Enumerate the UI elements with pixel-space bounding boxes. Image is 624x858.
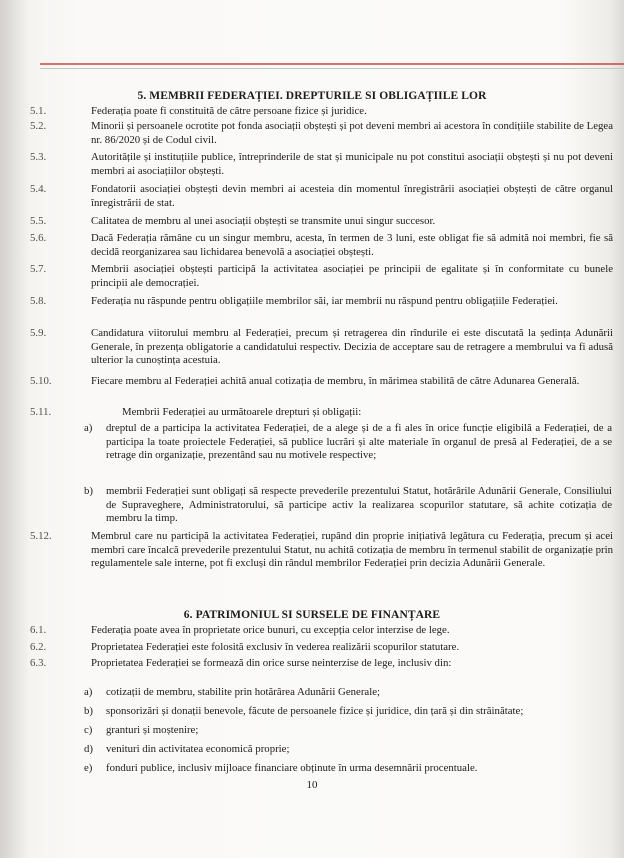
list-letter-d: d) — [84, 743, 93, 755]
list-text-b: sponsorizări și donații benevole, făcute de persoanele fizice și juridice, din țară și din străinătate; — [106, 705, 524, 717]
subitem-letter-a: a) — [84, 422, 93, 434]
item-text-5-8: Federația nu răspunde pentru obligațiile membrilor săi, iar membrii nu răspund pentru obligațiile Federației. — [91, 295, 558, 307]
item-number-6-2: 6.2. — [30, 641, 47, 653]
item-number-5-10: 5.10. — [30, 375, 52, 387]
list-text-d: venituri din activitatea economică proprie; — [106, 743, 290, 755]
item-text-6-2: Proprietatea Federației este folosită exclusiv în vederea realizării scopurilor statutare. — [91, 641, 460, 653]
list-letter-a: a) — [84, 686, 93, 698]
item-number-5-5: 5.5. — [30, 215, 47, 227]
header-rule — [40, 63, 624, 65]
list-text-e: fonduri publice, inclusiv mijloace financiare obținute în urma desemnării procentuale. — [106, 762, 478, 774]
section-5-heading: 5. MEMBRII FEDERAȚIEI. DREPTURILE SI OBLIGAȚIILE LOR — [137, 90, 487, 102]
item-number-6-3: 6.3. — [30, 657, 47, 669]
item-text-5-10: Fiecare membru al Federației achită anual cotizația de membru, în mărimea stabilită de către Adunarea Generală. — [91, 375, 580, 387]
item-text-6-3: Proprietatea Federației se formează din orice surse neinterzise de lege, inclusiv din: — [91, 657, 452, 669]
item-text-5-7: Membrii asociației obștești participă la activitatea asociației pe principii de egalitate și în conformitate cu bunele principii ale democrației. — [91, 263, 613, 289]
page-edge-shadow — [0, 0, 30, 858]
item-number-5-6: 5.6. — [30, 232, 47, 244]
item-text-5-3: Autoritățile și instituțiile publice, întreprinderile de stat și municipale nu pot constitui asociații obștești și nu pot deveni membri ai asociațiilor obștești. — [91, 151, 613, 177]
list-letter-e: e) — [84, 762, 93, 774]
item-text-5-12: Membrul care nu participă la activitatea Federației, rupând din proprie inițiativă legătura cu Federația, precum și acei membri care încalcă prevederile prezentului Statut, nu achită cotizația de membru în termenul stabilit de organizație prin regulamentele sale interne, pot fi excluși din rândul membrilor Federației prin decizia Adunării Generale. — [91, 530, 613, 570]
list-text-c: granturi și moștenire; — [106, 724, 199, 736]
item-text-5-9: Candidatura viitorului membru al Federației, precum și retragerea din rîndurile ei este discutată la ședința Adunării Generale, în prezența obligatorie a candidatului respectiv. Decizia de acceptare sau de retragere a membrului va fi adusă ulterior la cunoștința acestuia. — [91, 327, 613, 367]
subitem-text-a: dreptul de a participa la activitatea Federației, de a alege și de a fi ales în orice funcție eligibilă a Federației, de a participa la toate proiectele Federației, să publice lucrări și alte materiale în organul de presă al Federației, de a se retrage din organizație, prezentând sau nu motivele respective; — [106, 422, 612, 462]
item-text-5-6: Dacă Federația rămâne cu un singur membru, acesta, în termen de 3 luni, este obligat fie să admită noi membri, fie să decidă reorganizarea sau lichidarea benevolă a asociației obștești. — [91, 232, 613, 258]
item-text-5-11: Membrii Federației au următoarele drepturi și obligații: — [122, 406, 362, 418]
list-letter-c: c) — [84, 724, 93, 736]
header-rule-secondary — [40, 68, 624, 69]
item-number-5-12: 5.12. — [30, 530, 52, 542]
subitem-letter-b: b) — [84, 485, 93, 497]
list-letter-b: b) — [84, 705, 93, 717]
item-number-5-8: 5.8. — [30, 295, 47, 307]
item-number-5-2: 5.2. — [30, 120, 47, 132]
item-text-5-2: Minorii și persoanele ocrotite pot fonda asociații obștești și pot deveni membri ai acestora în condițiile stabilite de Legea nr. 86/2020 și de Codul civil. — [91, 120, 613, 146]
item-number-5-7: 5.7. — [30, 263, 47, 275]
item-number-5-3: 5.3. — [30, 151, 47, 163]
item-text-6-1: Federația poate avea în proprietate orice bunuri, cu excepția celor interzise de lege. — [91, 624, 450, 636]
item-number-5-9: 5.9. — [30, 327, 47, 339]
list-text-a: cotizații de membru, stabilite prin hotărârea Adunării Generale; — [106, 686, 381, 698]
item-text-5-4: Fondatorii asociației obștești devin membri ai acesteia din momentul înregistrării asociației obștești de către organul înregistrării de stat. — [91, 183, 613, 209]
item-number-6-1: 6.1. — [30, 624, 47, 636]
item-number-5-4: 5.4. — [30, 183, 47, 195]
subitem-text-b: membrii Federației sunt obligați să respecte prevederile prezentului Statut, hotărârile Adunării Generale, Consiliului de Supraveghere, Administratorului, să participe activ la realizarea scopurilor statutare, să achite cotizația de membru la timp. — [106, 485, 612, 525]
item-number-5-1: 5.1. — [30, 105, 47, 117]
item-number-5-11: 5.11. — [30, 406, 52, 418]
section-6-heading: 6. PATRIMONIUL SI SURSELE DE FINANȚARE — [183, 609, 441, 621]
page-number: 10 — [306, 779, 318, 791]
item-text-5-1: Federația poate fi constituită de către persoane fizice și juridice. — [91, 105, 367, 117]
item-text-5-5: Calitatea de membru al unei asociații obștești se transmite unui singur succesor. — [91, 215, 436, 227]
